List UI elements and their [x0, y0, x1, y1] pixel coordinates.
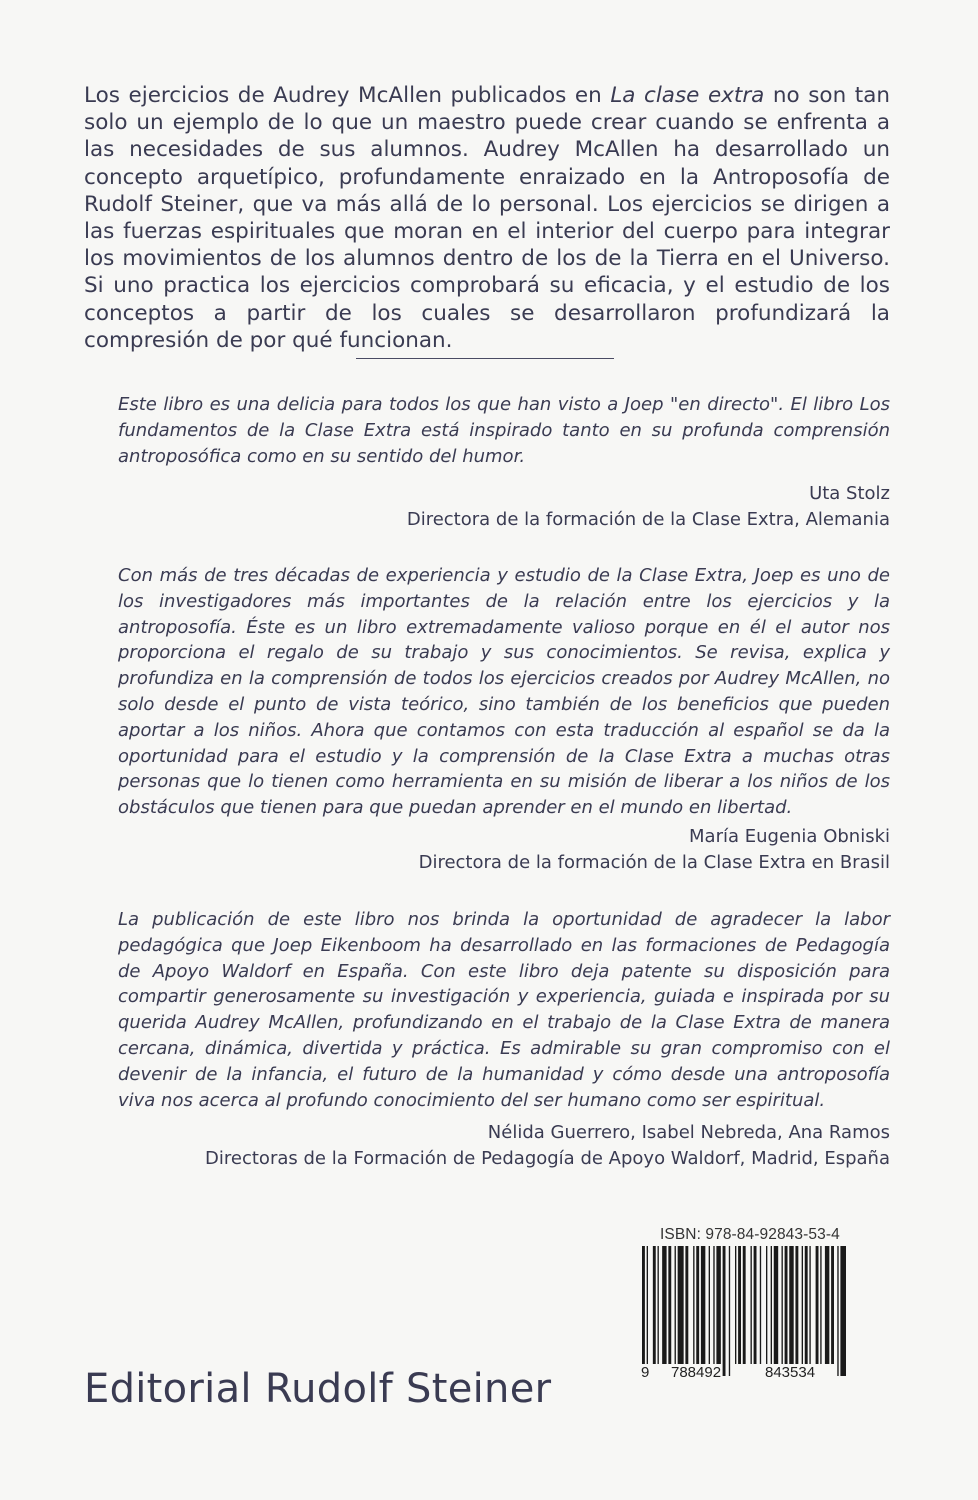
testimonial-author-2: María Eugenia Obniski — [689, 826, 890, 847]
barcode-bar — [831, 1246, 834, 1364]
barcode-bar — [675, 1246, 676, 1364]
barcode-bar — [809, 1246, 810, 1364]
barcode-bar — [837, 1246, 838, 1376]
barcode-bar — [709, 1246, 710, 1364]
testimonial-quote-2: Con más de tres décadas de experiencia y estudio de la Clase Extra, Joep es uno de los investigadores más importantes de la relación entre los ejercicios y la antroposofía. Éste es un libro extremadamente valioso porque en él el autor nos proporciona el regalo de su trabajo y sus conocimientos. Se revisa, explica y profundiza en la comprensión de todos los ejercicios creados por Audrey McAllen, no solo desde el punto de vista teórico, sino también de los beneficios que pueden aportar a los niños. Ahora que contamos con esta traducción al español se da la oportunidad para el estudio y la comprensión de la Clase Extra a muchas otras personas que lo tienen como herramienta en su misión de liberar a los niños de los obstáculos que tienen para que puedan aprender en el mundo en libertad. — [118, 565, 890, 819]
testimonial-author-1: Uta Stolz — [809, 483, 890, 504]
barcode-bar — [782, 1246, 783, 1364]
barcode-bar — [751, 1246, 752, 1364]
barcode-bar — [760, 1246, 761, 1364]
barcode-bar — [678, 1246, 684, 1364]
testimonial-role-1: Directora de la formación de la Clase Extra, Alemania — [406, 509, 890, 530]
barcode-bar — [738, 1246, 741, 1364]
barcode-bar — [840, 1246, 846, 1376]
barcode-bar — [816, 1246, 819, 1364]
back-cover-blurb — [84, 82, 890, 354]
testimonial-attribution-2 — [130, 824, 890, 876]
barcode-bar — [789, 1246, 793, 1364]
isbn-label: ISBN: 978-84-92843-53-4 — [660, 1226, 840, 1243]
testimonial-attribution-3 — [130, 1120, 890, 1172]
barcode-bar — [642, 1246, 645, 1376]
testimonial-role-2: Directora de la formación de la Clase Extra en Brasil — [418, 852, 890, 873]
barcode-digit-first: 9 — [641, 1364, 650, 1381]
barcode-digits-right: 843534 — [765, 1364, 816, 1381]
testimonial-role-3: Directoras de la Formación de Pedagogía de Apoyo Waldorf, Madrid, España — [205, 1148, 890, 1169]
book-title-italic: La clase extra — [610, 83, 765, 108]
barcode-bar — [647, 1246, 648, 1376]
barcode-bar — [713, 1246, 714, 1364]
barcode-bar — [729, 1246, 730, 1376]
barcode-bar — [825, 1246, 829, 1364]
barcode-bar — [662, 1246, 666, 1364]
blurb-text-start: Los ejercicios de Audrey McAllen publicados en — [84, 83, 611, 108]
barcode-bar — [723, 1246, 726, 1376]
barcode-bar — [668, 1246, 671, 1364]
barcode-bar — [696, 1246, 699, 1364]
barcode-bar — [716, 1246, 720, 1364]
blurb-text-rest: no son tan solo un ejemplo de lo que un maestro puede crear cuando se enfrenta a las necesidades de sus alumnos. Audrey McAllen ha desarrollado un concepto arquetípico, profundamente enraizado en la Antroposofía de Rudolf Steiner, que va más allá de lo personal. Los ejercicios se dirigen a las fuerzas espirituales que moran en el interior del cuerpo para integrar los movimientos de los alumnos dentro de los de la Tierra en el Universo. Si uno practica los ejercicios comprobará su eficacia, y el estudio de los conceptos a partir de los cuales se desarrollaron profundizará la compresión de por qué funcionan. — [84, 83, 890, 353]
section-divider — [356, 358, 614, 359]
barcode-bar — [735, 1246, 736, 1364]
barcode-bar — [653, 1246, 656, 1364]
barcode-bar — [743, 1246, 746, 1364]
publisher-name: Editorial Rudolf Steiner — [84, 1366, 552, 1412]
barcode-digits-left: 788492 — [671, 1364, 722, 1381]
testimonial-quote-3: La publicación de este libro nos brinda la oportunidad de agradecer la labor pedagógica que Joep Eikenboom ha desarrollado en las formaciones de Pedagogía de Apoyo Waldorf en España. Con este libro deja patente su disposición para compartir generosamente su investigación y experiencia, guiada e inspirada por su querida Audrey McAllen, profundizando en el trabajo de la Clase Extra de manera cercana, dinámica, divertida y práctica. Es admirable su gran compromiso con el devenir de la infancia, el futuro de la humanidad y cómo desde una antroposofía viva nos acerca al profundo conocimiento del ser humano como ser espiritual. — [118, 909, 890, 1111]
barcode-bar — [795, 1246, 798, 1364]
barcode-bar — [802, 1246, 803, 1364]
barcode-bar — [658, 1246, 659, 1364]
barcode-bar — [693, 1246, 694, 1364]
barcode-bar — [766, 1246, 767, 1364]
barcode-bar — [685, 1246, 688, 1364]
testimonial-author-3: Nélida Guerrero, Isabel Nebreda, Ana Ramos — [487, 1122, 890, 1143]
barcode-bar — [754, 1246, 757, 1364]
barcode-bar — [774, 1246, 778, 1364]
barcode-bar — [771, 1246, 772, 1364]
barcode-bar — [785, 1246, 788, 1364]
testimonial-quote-1: Este libro es una delicia para todos los que han visto a Joep "en directo". El libro Los fundamentos de la Clase Extra está inspirado tanto en su profunda comprensión antroposófica como en su sentido del humor. — [118, 394, 890, 467]
barcode-bar — [805, 1246, 808, 1364]
barcode-bar — [820, 1246, 821, 1364]
testimonial-attribution-1 — [130, 481, 890, 533]
barcode-bar — [701, 1246, 705, 1364]
